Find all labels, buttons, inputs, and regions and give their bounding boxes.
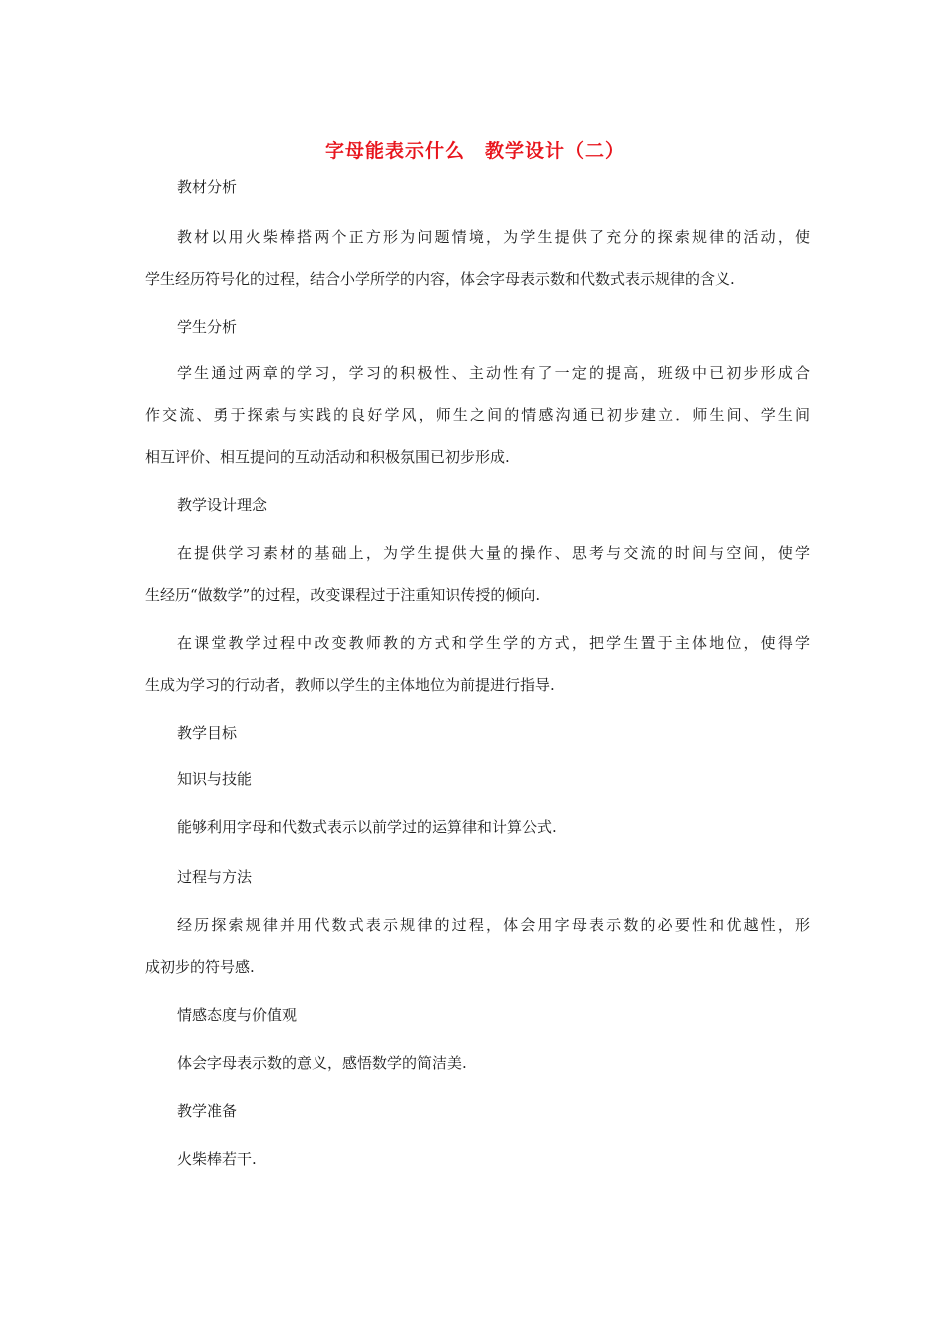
paragraph-line: 在课堂教学过程中改变教师教的方式和学生学的方式，把学生置于主体地位，使得学 <box>177 634 810 652</box>
heading-teaching-goals: 教学目标 <box>177 724 238 742</box>
paragraph-line: 火柴棒若干. <box>177 1150 257 1168</box>
paragraph-line: 生成为学习的行动者，教师以学生的主体地位为前提进行指导. <box>145 676 555 694</box>
paragraph-line: 学生经历符号化的过程，结合小学所学的内容，体会字母表示数和代数式表示规律的含义. <box>145 270 735 288</box>
paragraph-line: 体会字母表示数的意义，感悟数学的简洁美. <box>177 1054 467 1072</box>
paragraph-line: 生经历“做数学”的过程，改变课程过于注重知识传授的倾向. <box>145 586 541 604</box>
heading-student-analysis: 学生分析 <box>177 318 238 336</box>
paragraph-line: 教材以用火柴棒搭两个正方形为问题情境，为学生提供了充分的探索规律的活动，使 <box>177 228 810 246</box>
paragraph-line: 经历探索规律并用代数式表示规律的过程，体会用字母表示数的必要性和优越性，形 <box>177 916 810 934</box>
paragraph-line: 相互评价、相互提问的互动活动和积极氛围已初步形成. <box>145 448 510 466</box>
paragraph-line: 能够利用字母和代数式表示以前学过的运算律和计算公式. <box>177 818 557 836</box>
heading-attitude-values: 情感态度与价值观 <box>177 1006 298 1024</box>
paragraph-line: 学生通过两章的学习，学习的积极性、主动性有了一定的提高，班级中已初步形成合 <box>177 364 810 382</box>
heading-design-concept: 教学设计理念 <box>177 496 268 514</box>
paragraph-line: 作交流、勇于探索与实践的良好学风，师生之间的情感沟通已初步建立．师生间、学生间 <box>145 406 810 424</box>
paragraph-line: 在提供学习素材的基础上，为学生提供大量的操作、思考与交流的时间与空间，使学 <box>177 544 810 562</box>
heading-material-analysis: 教材分析 <box>177 178 238 196</box>
document-title: 字母能表示什么 教学设计（二） <box>324 140 625 162</box>
paragraph-line: 成初步的符号感. <box>145 958 255 976</box>
heading-teaching-preparation: 教学准备 <box>177 1102 238 1120</box>
heading-process-method: 过程与方法 <box>177 868 253 886</box>
heading-knowledge-skills: 知识与技能 <box>177 770 253 788</box>
